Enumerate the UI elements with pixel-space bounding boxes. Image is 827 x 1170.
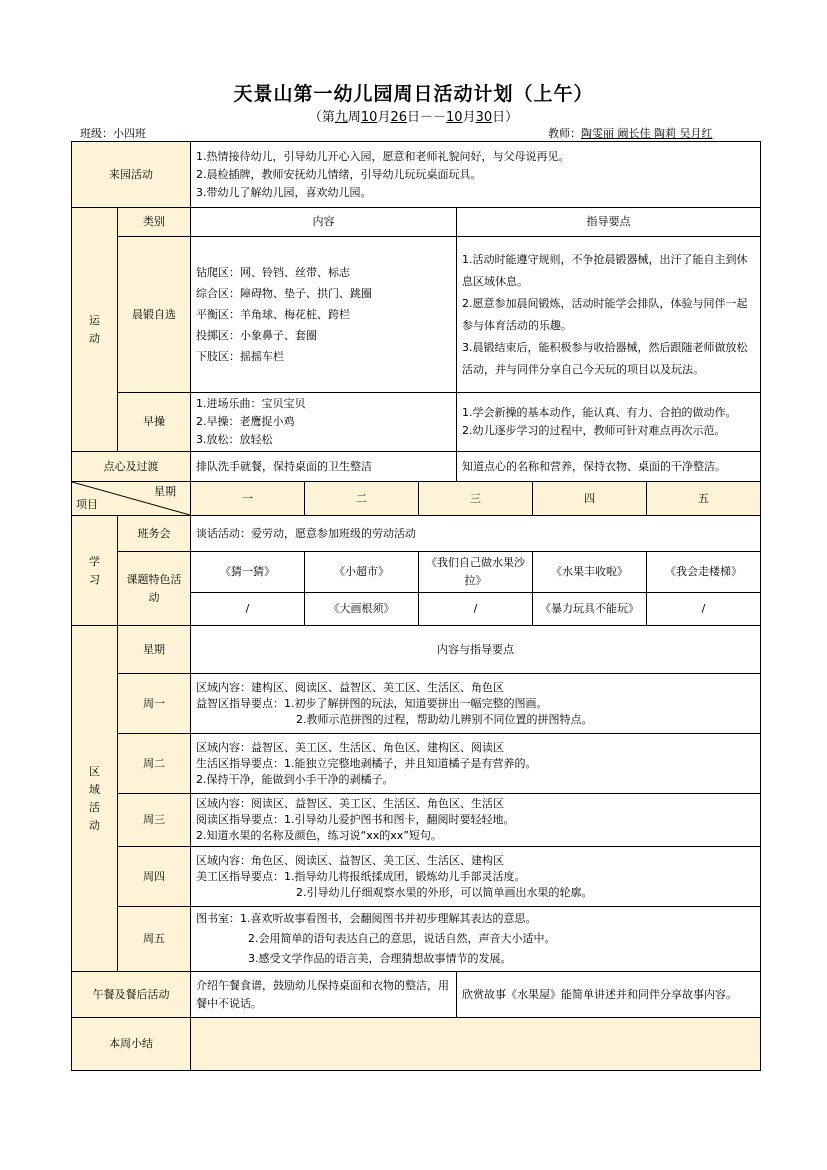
zone-day-label: 周五 bbox=[118, 907, 191, 972]
zone-day-content bbox=[191, 847, 761, 907]
zone-label bbox=[72, 626, 118, 972]
topic-activity: 《暴力玩具不能玩》 bbox=[533, 593, 647, 626]
arrival-label: 来园活动 bbox=[72, 142, 191, 208]
zone-line: 区域内容：角色区、阅读区、益智区、美工区、生活区、建构区 bbox=[196, 853, 504, 867]
arrival-content bbox=[191, 142, 761, 208]
topic-activity: 《我会走楼梯》 bbox=[647, 552, 761, 593]
date-text: 周 bbox=[347, 110, 361, 125]
day-header: 三 bbox=[419, 482, 533, 516]
date-text: 日） bbox=[492, 110, 519, 125]
day-header: 二 bbox=[305, 482, 419, 516]
zone-line: 2.教师示范拼图的过程，帮助幼儿辨别不同位置的拼图特点。 bbox=[296, 712, 593, 726]
end-month: 10 bbox=[446, 110, 463, 125]
morning-exercise-content bbox=[191, 237, 457, 393]
zone-line: 2.引导幼儿仔细观察水果的外形，可以简单画出水果的轮廓。 bbox=[296, 885, 593, 899]
exercise-zone: 平衡区：羊角球、梅花桩、跨栏 bbox=[196, 308, 350, 321]
topic-activity: 《小超市》 bbox=[305, 552, 419, 593]
zone-line: 区域内容：益智区、美工区、生活区、角色区、建构区、阅读区 bbox=[196, 740, 504, 754]
date-text: 日－－ bbox=[407, 110, 447, 125]
zone-line: 2.知道水果的名称及颜色，练习说“xx的xx”短句。 bbox=[196, 829, 442, 842]
sports-label-text: 运动 bbox=[89, 313, 100, 345]
col-type-header: 类别 bbox=[118, 208, 191, 237]
zone-day-label: 周三 bbox=[118, 794, 191, 847]
date-range bbox=[0, 106, 827, 125]
drill-item: 3.放松：放轻松 bbox=[196, 433, 273, 446]
zone-line: 美工区指导要点：1.指导幼儿将报纸揉成团，锻炼幼儿手部灵活度。 bbox=[196, 869, 526, 883]
zone-line: 区域内容：建构区、阅读区、益智区、美工区、生活区、角色区 bbox=[196, 680, 504, 694]
sports-label bbox=[72, 208, 118, 452]
start-month: 10 bbox=[360, 110, 378, 125]
zone-line: 2.保持干净，能做到小手干净的剥橘子。 bbox=[196, 772, 394, 786]
morning-exercise-label: 晨锻自选 bbox=[118, 237, 191, 393]
exercise-zone: 下肢区：摇摇车栏 bbox=[196, 350, 284, 363]
zone-day-label: 周一 bbox=[118, 674, 191, 734]
arrival-line: 3.带幼儿了解幼儿园，喜欢幼儿园。 bbox=[196, 185, 372, 199]
zone-content-header: 内容与指导要点 bbox=[191, 626, 761, 674]
learning-label bbox=[72, 516, 118, 626]
summary-content[interactable] bbox=[191, 1018, 761, 1071]
date-text: 月 bbox=[462, 110, 476, 125]
topic-activity: 《猜一猜》 bbox=[191, 552, 305, 593]
zone-day-content bbox=[191, 907, 761, 972]
morning-exercise-points bbox=[457, 237, 761, 393]
learning-label-text: 学习 bbox=[89, 554, 100, 586]
morning-drill-points bbox=[457, 393, 761, 452]
zone-day-label: 周二 bbox=[118, 734, 191, 794]
arrival-line: 2.晨检插牌，教师安抚幼儿情绪，引导幼儿玩玩桌面玩具。 bbox=[196, 167, 482, 181]
zone-line: 生活区指导要点：1.能独立完整地剥橘子，并且知道橘子是有营养的。 bbox=[196, 756, 537, 770]
week-number: 九 bbox=[334, 110, 348, 125]
zone-line: 3.感受文学作品的语言美，合理猜想故事情节的发展。 bbox=[248, 952, 512, 965]
col-content-header: 内容 bbox=[191, 208, 457, 237]
zone-label-text: 区域活动 bbox=[89, 764, 100, 832]
day-header: 四 bbox=[533, 482, 647, 516]
item-header: 项目 bbox=[76, 498, 98, 511]
morning-drill-content bbox=[191, 393, 457, 452]
exercise-zone: 投掷区：小象鼻子、套圈 bbox=[196, 329, 317, 342]
snack-content: 排队洗手就餐，保持桌面的卫生整洁 bbox=[191, 452, 457, 482]
zone-weekday-header: 星期 bbox=[118, 626, 191, 674]
exercise-zone: 综合区：障碍物、垫子、拱门、跳圈 bbox=[196, 287, 372, 300]
summary-label: 本周小结 bbox=[72, 1018, 191, 1071]
topic-activity: 《水果丰收啦》 bbox=[533, 552, 647, 593]
exercise-point: 3.晨锻结束后，能积极参与收拾器械，然后跟随老师做放松活动，并与同伴分享自己今天玩的项目以及玩法。 bbox=[462, 340, 748, 376]
zone-day-content bbox=[191, 734, 761, 794]
zone-line: 阅读区指导要点：1.引导幼儿爱护图书和图卡，翻阅时要轻轻地。 bbox=[196, 813, 515, 826]
exercise-point: 1.活动时能遵守规则，不争抢晨锻器械，出汗了能自主到休息区域休息。 bbox=[462, 252, 748, 288]
week-item-header bbox=[72, 482, 191, 516]
teacher-names: 陶雯丽 阚长佳 陶莉 吴月红 bbox=[581, 127, 713, 140]
arrival-line: 1.热情接待幼儿，引导幼儿开心入园，愿意和老师礼貌问好，与父母说再见。 bbox=[196, 149, 570, 163]
zone-day-label: 周四 bbox=[118, 847, 191, 907]
class-info bbox=[80, 125, 205, 142]
lunch-label: 午餐及餐后活动 bbox=[72, 972, 191, 1018]
topic-activity: / bbox=[419, 593, 533, 626]
lunch-points: 欣赏故事《水果屋》能简单讲述并和同伴分享故事内容。 bbox=[457, 972, 761, 1018]
class-meeting-label: 班务会 bbox=[118, 516, 191, 552]
col-points-header: 指导要点 bbox=[457, 208, 761, 237]
snack-label: 点心及过渡 bbox=[72, 452, 191, 482]
day-header: 五 bbox=[647, 482, 761, 516]
zone-line: 益智区指导要点：1.初步了解拼图的玩法，知道要拼出一幅完整的图画。 bbox=[196, 696, 548, 710]
drill-item: 2.早操：老鹰捉小鸡 bbox=[196, 415, 295, 428]
zone-line: 2.会用简单的语句表达自己的意思，说话自然，声音大小适中。 bbox=[248, 932, 556, 945]
topic-activity: / bbox=[647, 593, 761, 626]
plan-table bbox=[71, 141, 761, 1071]
zone-line: 图书室：1.喜欢听故事看图书，会翻阅图书并初步理解其表达的意思。 bbox=[196, 912, 537, 925]
morning-drill-label: 早操 bbox=[118, 393, 191, 452]
drill-item: 1.进场乐曲：宝贝宝贝 bbox=[196, 397, 306, 410]
exercise-zone: 钻爬区：网、铃铛、丝带、标志 bbox=[196, 266, 350, 279]
weekday-header: 星期 bbox=[154, 485, 176, 498]
class-label: 班级： bbox=[80, 127, 113, 140]
end-day: 30 bbox=[475, 110, 493, 125]
teacher-label: 教师： bbox=[548, 127, 581, 140]
topic-activity: / bbox=[191, 593, 305, 626]
lunch-content: 介绍午餐食谱，鼓励幼儿保持桌面和衣物的整洁，用餐中不说话。 bbox=[191, 972, 457, 1018]
drill-point: 1.学会新操的基本动作，能认真、有力、合拍的做动作。 bbox=[462, 406, 737, 419]
topic-label: 课题特色活动 bbox=[118, 552, 191, 626]
exercise-point: 2.愿意参加晨间锻炼，活动时能学会排队，体验与同伴一起参与体育活动的乐趣。 bbox=[462, 296, 748, 332]
snack-points: 知道点心的名称和营养，保持衣物、桌面的干净整洁。 bbox=[457, 452, 761, 482]
topic-activity: 《我们自己做水果沙拉》 bbox=[419, 552, 533, 593]
class-meeting-content: 谈话活动：爱劳动，愿意参加班级的劳动活动 bbox=[191, 516, 761, 552]
day-header: 一 bbox=[191, 482, 305, 516]
date-text: 月 bbox=[377, 110, 391, 125]
topic-activity: 《大画根须》 bbox=[305, 593, 419, 626]
teacher-info bbox=[548, 125, 713, 141]
zone-day-content bbox=[191, 794, 761, 847]
date-text: （第 bbox=[308, 110, 335, 125]
start-day: 26 bbox=[390, 110, 407, 125]
class-name: 小四班 bbox=[113, 125, 205, 142]
zone-day-content bbox=[191, 674, 761, 734]
drill-point: 2.幼儿逐步学习的过程中，教师可针对难点再次示范。 bbox=[462, 424, 726, 437]
zone-line: 区域内容：阅读区、益智区、美工区、生活区、角色区、生活区 bbox=[196, 797, 504, 810]
page-title: 天景山第一幼儿园周日活动计划（上午） bbox=[233, 83, 594, 105]
